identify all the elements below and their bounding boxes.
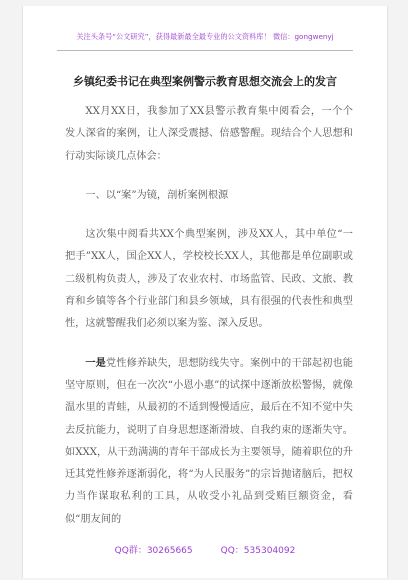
header-divider [57,50,353,51]
footer-qq-number: QQ：535304092 [220,546,296,556]
paragraph-point-one: 一是党性修养缺失，思想防线失守。案例中的干部起初也能坚守原则，但在一次次“小恩小惠”的试探中逐渐放松警惕，就像温水里的青蛙，从最初的不适到慢慢适应，最后在不知不觉中失去反抗能力，说明了自身思想逐渐滑坡、自我约束的逐渐失守。如XXX，从干劲满满的青年干部成长为主要领导，随着职位的升迁其党性修养逐渐弱化，将“为人民服务”的宗旨抛诸脑后，把权力当作谋取私利的工具，从收受小礼品到受贿巨额资金，看似“朋友间的 [65,356,353,525]
footer-contact [23,543,387,556]
section-heading: 一、以“案”为镜，剖析案例根源 [85,189,229,201]
footer-qq-group: QQ群：30265665 [114,546,193,556]
document-body [65,100,353,531]
header-banner: 关注头条号“公文研究”，获得最新最全最专业的公文资料库！ 微信：gongwenyj [76,32,334,41]
document-page [22,6,388,578]
paragraph-intro: XX月XX日，我参加了XX县警示教育集中阅看会，一个个发人深省的案例，让人深受震撼、倍感警醒。现结合个人思想和行动实际谈几点体会： [65,106,353,162]
paragraph-overview: 这次集中阅看共XX个典型案例，涉及XX人，其中单位“一把手”XX人，国企XX人，学校校长XX人，其他都是单位副职或二级机构负责人，涉及了农业农村、市场监管、民政、文旅、教育和乡镇等各个行业部门和县乡领域，具有很强的代表性和典型性，这就警醒我们必须以案为鉴、深入反思。 [65,229,353,330]
point-one-lead: 一是 [85,356,106,369]
document-title: 乡镇纪委书记在典型案例警示教育思想交流会上的发言 [73,75,337,88]
